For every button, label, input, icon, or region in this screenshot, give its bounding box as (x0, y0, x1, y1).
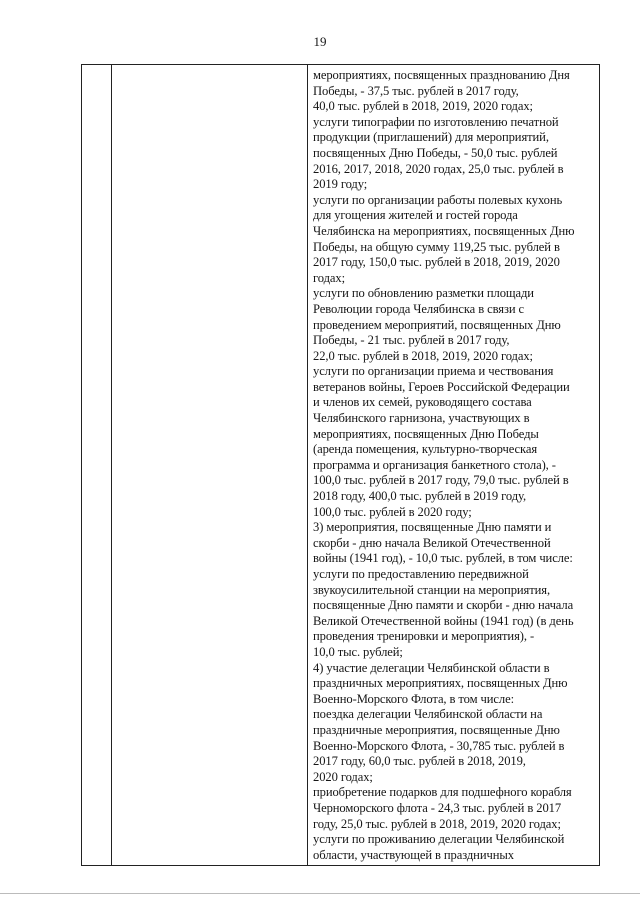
text-line: 22,0 тыс. рублей в 2018, 2019, 2020 годах; (313, 348, 533, 363)
text-line: Победы, - 21 тыс. рублей в 2017 году, (313, 333, 510, 348)
text-line: войны (1941 год), - 10,0 тыс. рублей, в том числе: (313, 551, 573, 566)
text-line: 2017 году, 60,0 тыс. рублей в 2018, 2019, (313, 754, 526, 769)
text-line: 2020 годах; (313, 769, 373, 784)
text-line: 2018 году, 400,0 тыс. рублей в 2019 году, (313, 489, 527, 504)
text-line: 100,0 тыс. рублей в 2020 году; (313, 504, 472, 519)
text-line: услуги по проживанию делегации Челябинской (313, 832, 565, 847)
text-line: области, участвующей в праздничных (313, 847, 514, 862)
item-name-cell (112, 65, 308, 866)
description-cell (308, 65, 600, 866)
text-line: звукоусилительной станции на мероприятия, (313, 582, 551, 597)
text-line: проведения тренировки и мероприятия), - (313, 629, 535, 644)
text-line: Победы, - 37,5 тыс. рублей в 2017 году, (313, 83, 519, 98)
text-line: 4) участие делегации Челябинской области в (313, 660, 550, 675)
text-line: 10,0 тыс. рублей; (313, 644, 403, 659)
text-line: поездка делегации Челябинской области на (313, 707, 543, 722)
text-line: праздничных мероприятиях, посвященных Дню (313, 676, 568, 691)
text-line: 2016, 2017, 2018, 2020 годах, 25,0 тыс. рублей в (313, 161, 564, 176)
text-line: продукции (приглашений) для мероприятий, (313, 130, 549, 145)
text-line: Челябинского гарнизона, участвующих в (313, 411, 530, 426)
text-line: мероприятиях, посвященных празднованию Дня (313, 68, 570, 82)
text-line: годах; (313, 270, 345, 285)
row-number-cell (82, 65, 112, 866)
text-line: услуги типографии по изготовлению печатной (313, 114, 559, 129)
text-line: программа и организация банкетного стола), - (313, 457, 556, 472)
text-line: 2017 году, 150,0 тыс. рублей в 2018, 2019, 2020 (313, 255, 560, 270)
text-line: 2019 году; (313, 177, 368, 192)
text-line: 3) мероприятия, посвященные Дню памяти и (313, 520, 552, 535)
text-line: услуги по обновлению разметки площади (313, 286, 534, 301)
text-line: Военно-Морского Флота, - 30,785 тыс. рублей в (313, 738, 565, 753)
text-line: Великой Отечественной войны (1941 год) (в день (313, 613, 574, 628)
text-line: услуги по предоставлению передвижной (313, 567, 529, 581)
text-line: ветеранов войны, Героев Российской Федерации (313, 379, 570, 394)
text-line: скорби - дню начала Великой Отечественной (313, 535, 551, 550)
text-line: для угощения жителей и гостей города (313, 208, 518, 223)
page-number: 19 (313, 34, 327, 49)
text-line: Революции города Челябинска в связи с (313, 301, 525, 316)
text-line: Военно-Морского Флота, в том числе: (313, 691, 514, 706)
text-line: году, 25,0 тыс. рублей в 2018, 2019, 2020 годах; (313, 816, 561, 831)
text-line: мероприятиях, посвященных Дню Победы (313, 426, 539, 441)
text-line: Победы, на общую сумму 119,25 тыс. рублей в (313, 239, 560, 254)
text-line: 40,0 тыс. рублей в 2018, 2019, 2020 годах; (313, 99, 533, 114)
page-bottom-rule (0, 893, 640, 894)
text-line: праздничные мероприятия, посвященные Дню (313, 722, 560, 737)
text-line: посвященных Дню Победы, - 50,0 тыс. рублей (313, 145, 558, 160)
text-line: и членов их семей, руководящего состава (313, 395, 532, 410)
text-line: услуги по организации приема и чествования (313, 364, 554, 379)
text-line: посвященные Дню памяти и скорби - дню начала (313, 598, 574, 613)
content-table (81, 64, 600, 866)
text-line: проведением мероприятий, посвященных Дню (313, 317, 561, 332)
table-row (82, 65, 600, 866)
text-line: Челябинска на мероприятиях, посвященных Дню (313, 223, 575, 238)
text-line: приобретение подарков для подшефного корабля (313, 785, 572, 800)
text-line: Черноморского флота - 24,3 тыс. рублей в 2017 (313, 800, 562, 815)
text-line: услуги по организации работы полевых кухонь (313, 192, 563, 207)
text-line: 100,0 тыс. рублей в 2017 году, 79,0 тыс. рублей в (313, 473, 569, 488)
description-text (313, 68, 595, 863)
text-line: (аренда помещения, культурно-творческая (313, 442, 538, 457)
